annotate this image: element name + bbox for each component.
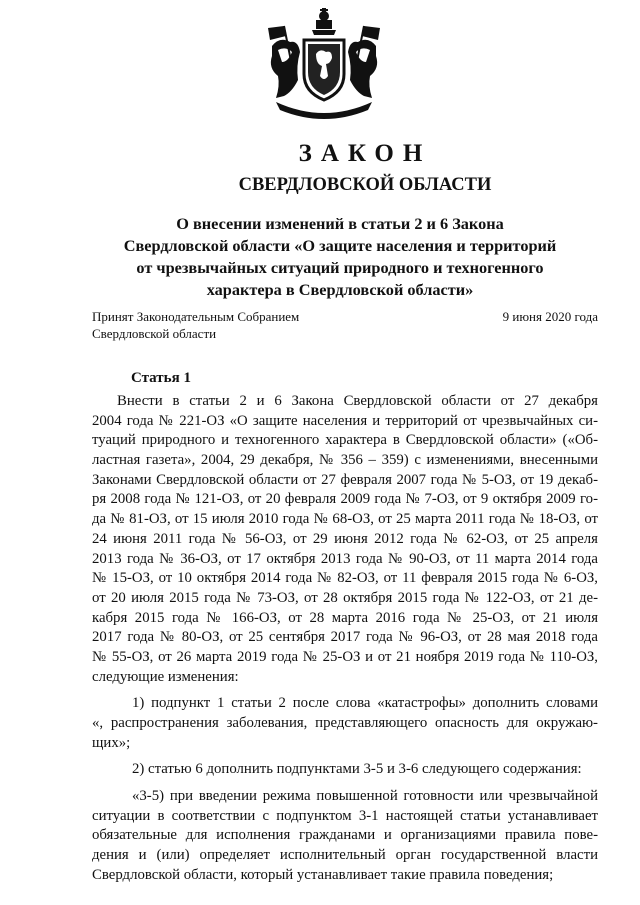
article-title: Статья 1 [131, 370, 191, 386]
heading-line: Свердловской области «О защите населения и территорий [123, 236, 557, 255]
document-type-title: ЗАКОН [298, 140, 432, 167]
heading-line: от чрезвычайных ситуаций природного и техногенного [136, 258, 544, 277]
paragraph-line: «3-5) при введении режима повышенной готовности или чрезвычайной [132, 788, 598, 805]
article-body [92, 392, 598, 886]
paragraph-line: 1) подпункт 1 статьи 2 после слова «катастрофы» дополнить словами [132, 695, 598, 712]
paragraph-line: 24 июня 2011 года № 56-ОЗ, от 29 июня 2012 года № 62-ОЗ, от 25 апреля [92, 530, 598, 547]
adopted-by-line: Свердловской области [92, 326, 217, 341]
paragraph-line: 2017 года № 80-ОЗ, от 25 сентября 2017 года № 96-ОЗ, от 28 мая 2018 года [92, 629, 598, 646]
paragraph-line: № 55-ОЗ, от 26 марта 2019 года № 25-ОЗ и от 21 ноября 2019 года № 110-ОЗ, [92, 648, 598, 665]
paragraph-line: № 15-ОЗ, от 10 октября 2014 года № 82-ОЗ, от 11 февраля 2015 года № 6-ОЗ, [92, 570, 598, 587]
adopted-by-block [92, 308, 352, 342]
adoption-date: 9 июня 2020 года [502, 309, 598, 324]
adopted-by-line: Принят Законодательным Собранием [92, 309, 300, 324]
paragraph-line: 2) статью 6 дополнить подпунктами 3-5 и 3-6 следующего содержания: [132, 761, 582, 778]
paragraph-line: щих»; [92, 734, 131, 751]
paragraph-line: да № 81-ОЗ, от 15 июля 2010 года № 68-ОЗ, от 25 марта 2011 года № 18-ОЗ, от [92, 511, 598, 528]
paragraph-line: дения и (или) определяет исполнительный орган государственной власти [92, 847, 598, 864]
paragraph-line: ластная газета», 2004, 29 декабря, № 356 – 359) с изменениями, внесенными [92, 452, 598, 469]
paragraph-line: Свердловской области, который устанавливает такие правила поведения; [92, 866, 554, 883]
paragraph-line: туаций природного и техногенного характера в Свердловской области» («Об- [92, 432, 598, 449]
document-region-title: СВЕРДЛОВСКОЙ ОБЛАСТИ [238, 175, 492, 195]
article-paragraph [92, 787, 598, 885]
document-heading [90, 213, 590, 301]
paragraph-line: от 20 июля 2015 года № 73-ОЗ, от 28 октября 2015 года № 122-ОЗ, от 21 де- [92, 589, 598, 606]
sverdlovsk-oblast-coat-of-arms-icon [262, 6, 386, 124]
paragraph-line: ря 2008 года № 121-ОЗ, от 20 февраля 2009 года № 7-ОЗ, от 9 октября 2009 го- [92, 491, 598, 508]
paragraph-line: «, распространения заболевания, представляющего опасность для окружаю- [92, 715, 598, 731]
article-paragraph [92, 760, 598, 780]
paragraph-line: Законами Свердловской области от 27 февраля 2007 года № 5-ОЗ, от 19 декаб- [92, 471, 598, 488]
paragraph-line: 2004 года № 221-ОЗ «О защите населения и территорий от чрезвычайных си- [92, 412, 598, 429]
paragraph-line: Внести в статьи 2 и 6 Закона Свердловской области от 27 декабря [117, 393, 598, 409]
heading-line: О внесении изменений в статьи 2 и 6 Закона [176, 214, 504, 233]
paragraph-line: обязательные для исполнения гражданами и организациями правила пове- [92, 827, 598, 844]
paragraph-line: следующие изменения: [92, 668, 239, 685]
paragraph-line: кабря 2015 года № 166-ОЗ, от 28 марта 2016 года № 25-ОЗ, от 21 июля [92, 609, 598, 626]
paragraph-line: 2013 года № 36-ОЗ, от 17 октября 2013 года № 90-ОЗ, от 11 марта 2014 года [92, 550, 598, 567]
heading-line: характера в Свердловской области» [206, 280, 474, 299]
article-paragraph [92, 392, 598, 687]
paragraph-line: ситуации в соответствии с подпунктом 3-1 настоящей статьи устанавливает [92, 807, 598, 824]
coat-of-arms-emblem [262, 6, 386, 124]
article-paragraph [92, 694, 598, 753]
